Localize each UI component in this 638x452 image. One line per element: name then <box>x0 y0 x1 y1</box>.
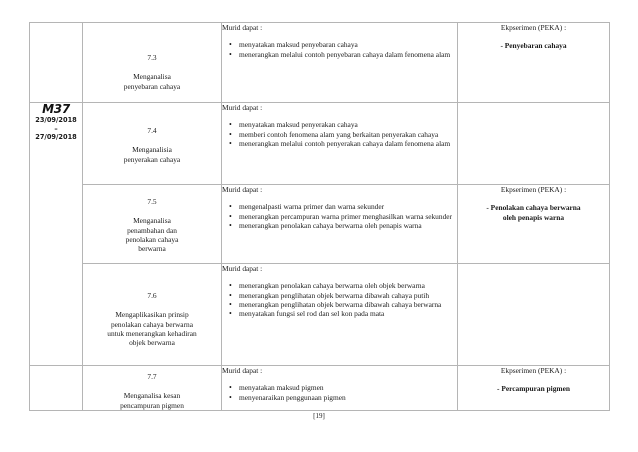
standard-cell <box>83 185 222 264</box>
objectives-list <box>222 120 457 148</box>
activity-cell <box>458 264 610 366</box>
objective-item: • menerangkan percampuran warna primer menghasilkan warna sekunder <box>222 212 457 221</box>
objective-item: • mengenalpasti warna primer dan warna sekunder <box>222 202 457 211</box>
activity-item: - Penyebaran cahaya <box>500 41 567 51</box>
table-row <box>30 103 610 185</box>
activity-cell <box>458 103 610 185</box>
activity-label: Ekpserimen (PEKA) : <box>500 23 567 32</box>
objectives-list <box>222 40 457 59</box>
objective-item: • menyenaraikan penggunaan pigmen <box>222 393 457 402</box>
objectives-list <box>222 281 457 318</box>
objectives-intro: Murid dapat : <box>222 185 263 194</box>
week-end-date: 27/09/2018 <box>35 133 77 141</box>
objectives-intro: Murid dapat : <box>222 264 263 273</box>
objectives-intro: Murid dapat : <box>222 23 263 32</box>
table-row <box>30 366 610 411</box>
activity-item: - Penolakan cahaya berwarna oleh penapis warna <box>486 203 581 222</box>
standard-code: 7.3 <box>147 53 157 62</box>
activity-label: Ekpserimen (PEKA) : <box>500 366 567 375</box>
objectives-list <box>222 383 457 402</box>
objective-item: • menerangkan penglihatan objek berwarna dibawah cahaya berwarna <box>222 300 457 309</box>
week-start-date: 23/09/2018 <box>35 116 77 124</box>
week-cell <box>30 103 83 366</box>
objective-item: • menerangkan penolakan cahaya berwarna oleh penapis warna <box>222 221 457 230</box>
standard-title: Menganalisia penyerakan cahaya <box>123 145 181 164</box>
standard-cell <box>83 366 222 411</box>
objectives-cell <box>222 366 458 411</box>
objectives-cell <box>222 23 458 103</box>
objectives-cell <box>222 103 458 185</box>
table-row <box>30 185 610 264</box>
objective-item: • menerangkan melalui contoh penyerakan cahaya dalam fenomena alam <box>222 139 457 148</box>
standard-title: Menganalisa penyebaran cahaya <box>123 72 181 91</box>
objective-item: • menerangkan melalui contoh penyebaran cahaya dalam fenomena alam <box>222 50 457 59</box>
week-cell-empty <box>30 23 83 103</box>
objective-item: • menyatakan fungsi sel rod dan sel kon pada mata <box>222 309 457 318</box>
activity-cell <box>458 23 610 103</box>
objective-item: • menerangkan penolakan cahaya berwarna oleh objek berwarna <box>222 281 457 290</box>
table-row <box>30 23 610 103</box>
week-cell-empty <box>30 366 83 411</box>
standard-title: Menganalisa penambahan dan penolakan cahaya berwarna <box>125 216 179 254</box>
activity-label: Ekpserimen (PEKA) : <box>500 185 567 194</box>
activity-cell <box>458 366 610 411</box>
table-row <box>30 264 610 366</box>
objective-item: • menerangkan penglihatan objek berwarna dibawah cahaya putih <box>222 291 457 300</box>
standard-title: Menganalisa kesan pencampuran pigmen <box>120 391 184 410</box>
objectives-intro: Murid dapat : <box>222 103 263 112</box>
activity-item: - Percampuran pigmen <box>497 384 570 394</box>
page-number: [19] <box>313 412 325 420</box>
objectives-list <box>222 202 457 230</box>
objectives-cell <box>222 264 458 366</box>
activity-cell <box>458 185 610 264</box>
objective-item: • menyatakan maksud penyebaran cahaya <box>222 40 457 49</box>
standard-code: 7.5 <box>147 197 157 206</box>
objective-item: • memberi contoh fenomena alam yang berkaitan penyerakan cahaya <box>222 130 457 139</box>
objective-item: • menyatakan maksud penyerakan cahaya <box>222 120 457 129</box>
standard-title: Mengaplikasikan prinsip penolakan cahaya berwarna untuk menerangkan kehadiran objek berwarna <box>107 310 197 348</box>
standard-code: 7.7 <box>147 372 157 381</box>
lesson-plan-table <box>29 22 610 411</box>
week-code: M37 <box>42 102 70 116</box>
objective-item: • menyatakan maksud pigmen <box>222 383 457 392</box>
objectives-cell <box>222 185 458 264</box>
standard-cell <box>83 264 222 366</box>
standard-cell <box>83 23 222 103</box>
standard-code: 7.4 <box>147 126 157 135</box>
standard-code: 7.6 <box>147 291 157 300</box>
standard-cell <box>83 103 222 185</box>
week-date-separator: – <box>54 124 58 133</box>
objectives-intro: Murid dapat : <box>222 366 263 375</box>
